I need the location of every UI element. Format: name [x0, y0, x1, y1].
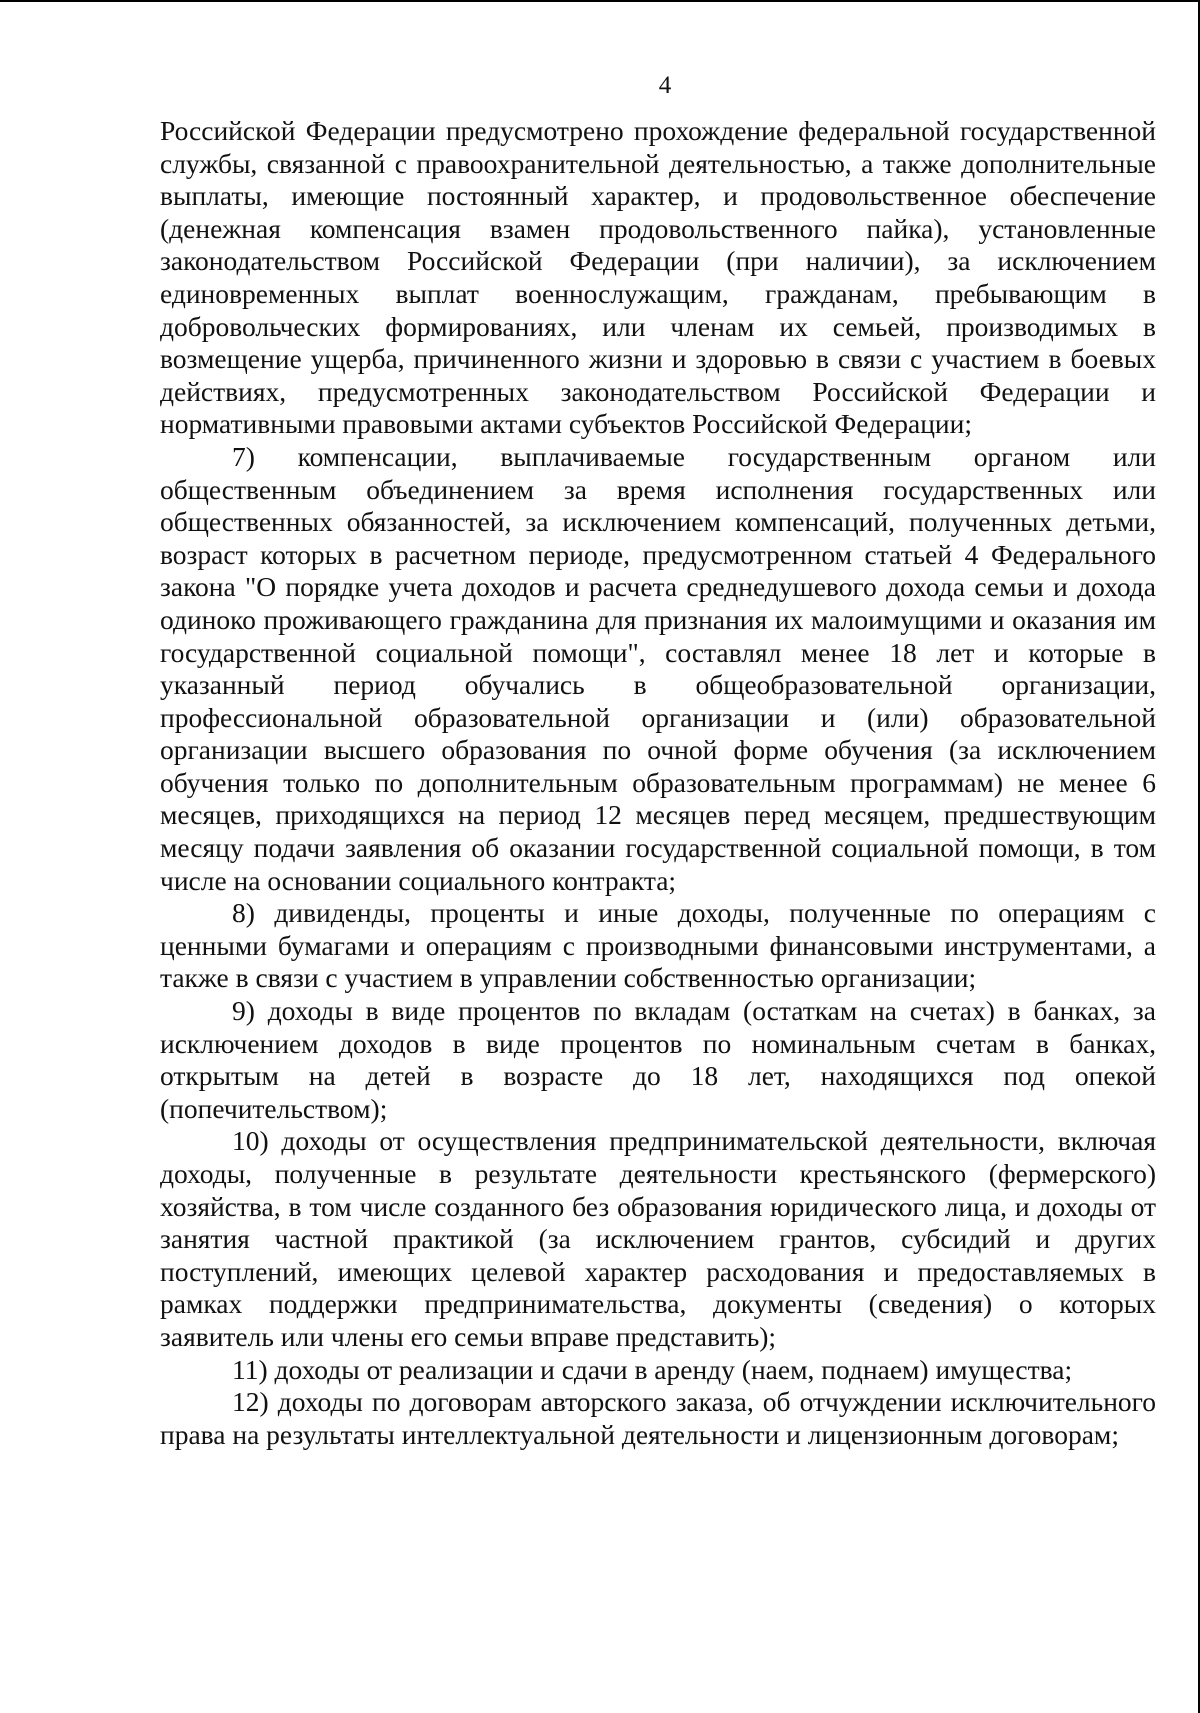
paragraph-item-10: 10) доходы от осуществления предпринимательской деятельности, включая доходы, полученные в результате деятельности крестьянского (фермерского) хозяйства, в том числе созданного без образования юридического лица, и доходы от занятия частной практикой (за исключением грантов, субсидий и других поступлений, имеющих целевой характер расходования и предоставляемых в рамках поддержки предпринимательства, документы (сведения) о которых заявитель или члены его семьи вправе представить);: [160, 1125, 1156, 1352]
paragraph-item-12: 12) доходы по договорам авторского заказа, об отчуждении исключительного права на результаты интеллектуальной деятельности и лицензионным договорам;: [160, 1386, 1156, 1450]
paragraph-item-8: 8) дивиденды, проценты и иные доходы, полученные по операциям с ценными бумагами и операциям с производными финансовыми инструментами, а также в связи с участием в управлении собственностью организации;: [160, 897, 1156, 994]
paragraph-item-11: 11) доходы от реализации и сдачи в аренду (наем, поднаем) имущества;: [232, 1353, 1073, 1385]
page-number: 4: [658, 72, 672, 99]
document-body: [160, 115, 1156, 1451]
paragraph-continuation-6: Российской Федерации предусмотрено прохождение федеральной государственной службы, связанной с правоохранительной деятельностью, а также дополнительные выплаты, имеющие постоянный характер, и продовольственное обеспечение (денежная компенсация взамен продовольственного пайка), установленные законодательством Российской Федерации (при наличии), за исключением единовременных выплат военнослужащим, гражданам, пребывающим в добровольческих формированиях, или членам их семьей, производимых в возмещение ущерба, причиненного жизни и здоровью в связи с участием в боевых действиях, предусмотренных законодательством Российской Федерации и нормативными правовыми актами субъектов Российской Федерации;: [160, 115, 1156, 440]
scan-top-border: [0, 0, 1200, 2]
paragraph-item-7: 7) компенсации, выплачиваемые государственным органом или общественным объединением за время исполнения государственных или общественных обязанностей, за исключением компенсаций, полученных детьми, возраст которых в расчетном периоде, предусмотренном статьей 4 Федерального закона "О порядке учета доходов и расчета среднедушевого дохода семьи и дохода одиноко проживающего гражданина для признания их малоимущими и оказания им государственной социальной помощи", составлял менее 18 лет и которые в указанный период обучались в общеобразовательной организации, профессиональной образовательной организации и (или) образовательной организации высшего образования по очной форме обучения (за исключением обучения только по дополнительным образовательным программам) не менее 6 месяцев, приходящихся на период 12 месяцев перед месяцем, предшествующим месяцу подачи заявления об оказании государственной социальной помощи, в том числе на основании социального контракта;: [160, 440, 1156, 896]
paragraph-item-9: 9) доходы в виде процентов по вкладам (остаткам на счетах) в банках, за исключением доходов в виде процентов по номинальным счетам в банках, открытым на детей в возрасте до 18 лет, находящихся под опекой (попечительством);: [160, 995, 1156, 1124]
